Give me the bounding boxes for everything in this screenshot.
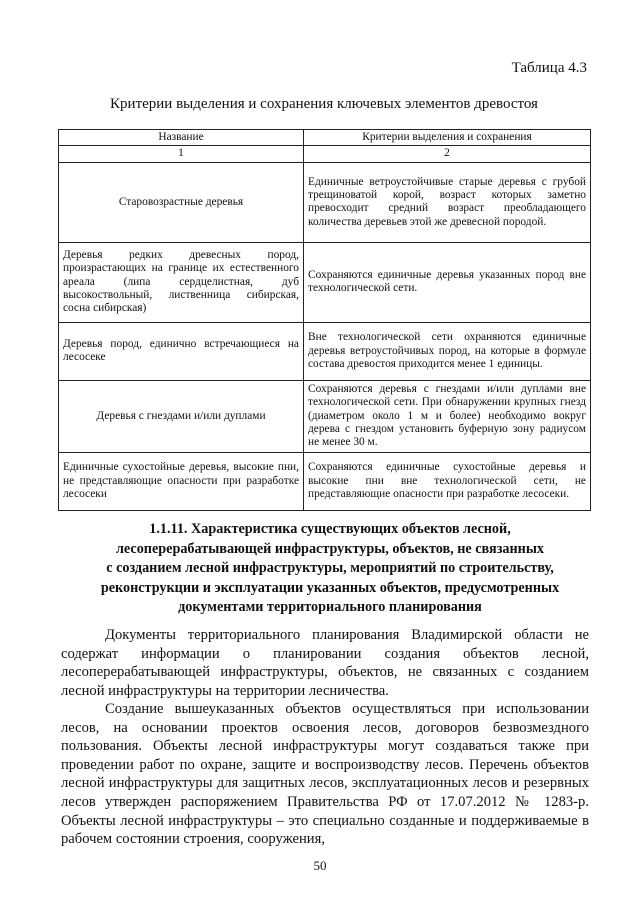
table-row xyxy=(59,242,591,322)
section-title-line: 1.1.11. Характеристика существующих объектов лесной, xyxy=(149,521,511,537)
section-title-line: лесоперерабатывающей инфраструктуры, объектов, не связанных xyxy=(115,540,545,557)
row-criteria: Единичные ветроустойчивые старые деревья с грубой трещиноватой корой, возраст которых заметно превосходит средний возраст преобладающего количества деревьев этой же древесной породой. xyxy=(304,162,591,242)
row-name: Единичные сухостойные деревья, высокие пни, не представляющие опасности при разработке лесосеки xyxy=(59,452,304,510)
row-criteria: Сохраняются единичные деревья указанных пород вне технологической сети. xyxy=(304,242,591,322)
row-criteria: Сохраняются деревья с гнездами и/или дуплами вне технологической сети. При обнаружении крупных гнезд (диаметром около 1 м и более) необходимо вокруг дерева с гнездом установить буферную зону радиусом не менее 30 м. xyxy=(304,380,591,452)
table-row xyxy=(59,322,591,380)
table-row xyxy=(59,162,591,242)
row-name: Деревья редких древесных пород, произрастающих на границе их естественного ареала (липа сердцелистная, дуб высокоствольный, лиственница сибирская, сосна сибирская) xyxy=(59,242,304,322)
paragraph-1 xyxy=(61,626,589,700)
page-number: 50 xyxy=(313,858,327,873)
section-title-line: документами территориального планирования xyxy=(178,599,482,615)
table-row xyxy=(59,380,591,452)
section-title-line: с созданием лесной инфраструктуры, мероприятий по строительству, xyxy=(106,560,554,576)
table-row xyxy=(59,452,591,510)
row-criteria: Вне технологической сети охраняются единичные деревья ветроустойчивых пород, на которые в формуле состава древостоя приходится менее 1 единицы. xyxy=(304,322,591,380)
paragraph-2 xyxy=(61,700,589,849)
row-criteria: Сохраняются единичные сухостойные деревья и высокие пни вне технологической сети, не представляющие опасности при разработке лесосеки. xyxy=(304,452,591,510)
paragraph-text: Создание вышеуказанных объектов осуществляться при использовании лесов, на основании проектов освоения лесов, договоров безвозмездного пользования. Объекты лесной инфраструктуры могут создаваться также при проведении работ по охране, защите и воспроизводству лесов. Перечень объектов лесной инфраструктуры для защитных лесов, эксплуатационных лесов и резервных лесов утвержден распоряжением Правительства РФ от 17.07.2012 № 1283-р. Объекты лесной инфраструктуры – это специально созданные и поддерживаемые в рабочем состоянии строения, сооружения, xyxy=(61,701,589,848)
section-title-line: реконструкции и эксплуатации указанных объектов, предусмотренных xyxy=(100,579,560,596)
row-name: Деревья пород, единично встречающиеся на лесосеке xyxy=(59,322,304,380)
table-header-row xyxy=(59,130,591,146)
paragraph-text: Документы территориального планирования Владимирской области не содержат информации о планировании создания объектов лесной, лесоперерабатывающей инфраструктуры, объектов, не связанных с созданием лесной инфраструктуры на территории лесничества. xyxy=(61,627,589,699)
column-number-2: 2 xyxy=(304,146,591,162)
criteria-table xyxy=(58,129,591,511)
column-number-1: 1 xyxy=(59,146,304,162)
header-criteria: Критерии выделения и сохранения xyxy=(304,130,591,146)
header-name: Название xyxy=(59,130,304,146)
row-name: Деревья с гнездами и/или дуплами xyxy=(59,380,304,452)
table-label: Таблица 4.3 xyxy=(511,60,587,76)
section-title xyxy=(80,520,580,618)
table-title: Критерии выделения и сохранения ключевых элементов древостоя xyxy=(110,96,538,112)
table-column-numbers-row xyxy=(59,146,591,162)
row-name: Старовозрастные деревья xyxy=(59,162,304,242)
